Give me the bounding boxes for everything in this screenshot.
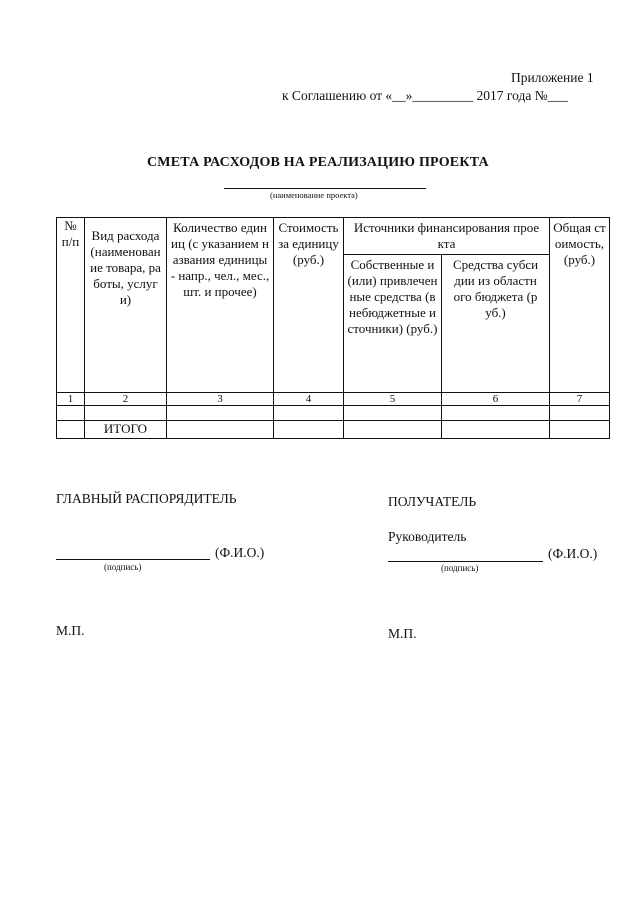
agreement-reference: к Соглашению от «__»_________ 2017 года №___ <box>282 88 568 103</box>
recipient-label: ПОЛУЧАТЕЛЬ <box>388 494 477 509</box>
table-cell[interactable] <box>274 406 344 421</box>
chief-administrator-label: ГЛАВНЫЙ РАСПОРЯДИТЕЛЬ <box>56 491 237 506</box>
table-cell[interactable] <box>57 421 85 439</box>
column-number: 3 <box>167 393 274 406</box>
table-cell[interactable] <box>344 421 442 439</box>
header-total-cost: Общая стоимость, (руб.) <box>550 218 610 393</box>
header-unit-cost: Стоимость за единицу (руб.) <box>274 218 344 393</box>
table-row <box>57 406 610 421</box>
header-expense-type: Вид расхода (наименование товара, работы, услуги) <box>85 218 167 393</box>
project-name-caption: (наименование проекта) <box>270 190 358 200</box>
document-title: СМЕТА РАСХОДОВ НА РЕАЛИЗАЦИЮ ПРОЕКТА <box>147 155 489 170</box>
header-own-funds: Собственные и (или) привлеченные средства (внебюджетные источники) (руб.) <box>344 255 442 393</box>
recipient-head-label: Руководитель <box>388 529 467 544</box>
project-name-line <box>224 188 426 189</box>
header-num: № п/п <box>57 218 85 393</box>
header-quantity: Количество единиц (с указанием названия единицы - напр., чел., мес., шт. и прочее) <box>167 218 274 393</box>
left-fio-label: (Ф.И.О.) <box>215 545 265 560</box>
column-number: 6 <box>442 393 550 406</box>
column-number: 1 <box>57 393 85 406</box>
header-subsidy: Средства субсидии из областного бюджета (руб.) <box>442 255 550 393</box>
table-cell[interactable] <box>550 421 610 439</box>
total-label: ИТОГО <box>85 421 167 439</box>
table-cell[interactable] <box>167 421 274 439</box>
table-cell[interactable] <box>57 406 85 421</box>
table-cell[interactable] <box>442 406 550 421</box>
table-cell[interactable] <box>442 421 550 439</box>
header-funding-sources: Источники финансирования проекта <box>344 218 550 255</box>
left-stamp-label: М.П. <box>56 623 85 638</box>
table-cell[interactable] <box>167 406 274 421</box>
appendix-label: Приложение 1 <box>511 70 594 85</box>
right-signature-line[interactable] <box>388 561 543 562</box>
table-cell[interactable] <box>274 421 344 439</box>
right-fio-label: (Ф.И.О.) <box>548 546 598 561</box>
total-row <box>57 421 610 439</box>
table-cell[interactable] <box>344 406 442 421</box>
column-number: 4 <box>274 393 344 406</box>
table-cell[interactable] <box>85 406 167 421</box>
left-signature-line[interactable] <box>56 559 210 560</box>
left-signature-caption: (подпись) <box>104 562 142 572</box>
right-signature-caption: (подпись) <box>441 563 479 573</box>
column-number: 7 <box>550 393 610 406</box>
expense-table <box>56 217 610 439</box>
column-number: 5 <box>344 393 442 406</box>
right-stamp-label: М.П. <box>388 626 417 641</box>
column-number-row <box>57 393 610 406</box>
table-cell[interactable] <box>550 406 610 421</box>
column-number: 2 <box>85 393 167 406</box>
